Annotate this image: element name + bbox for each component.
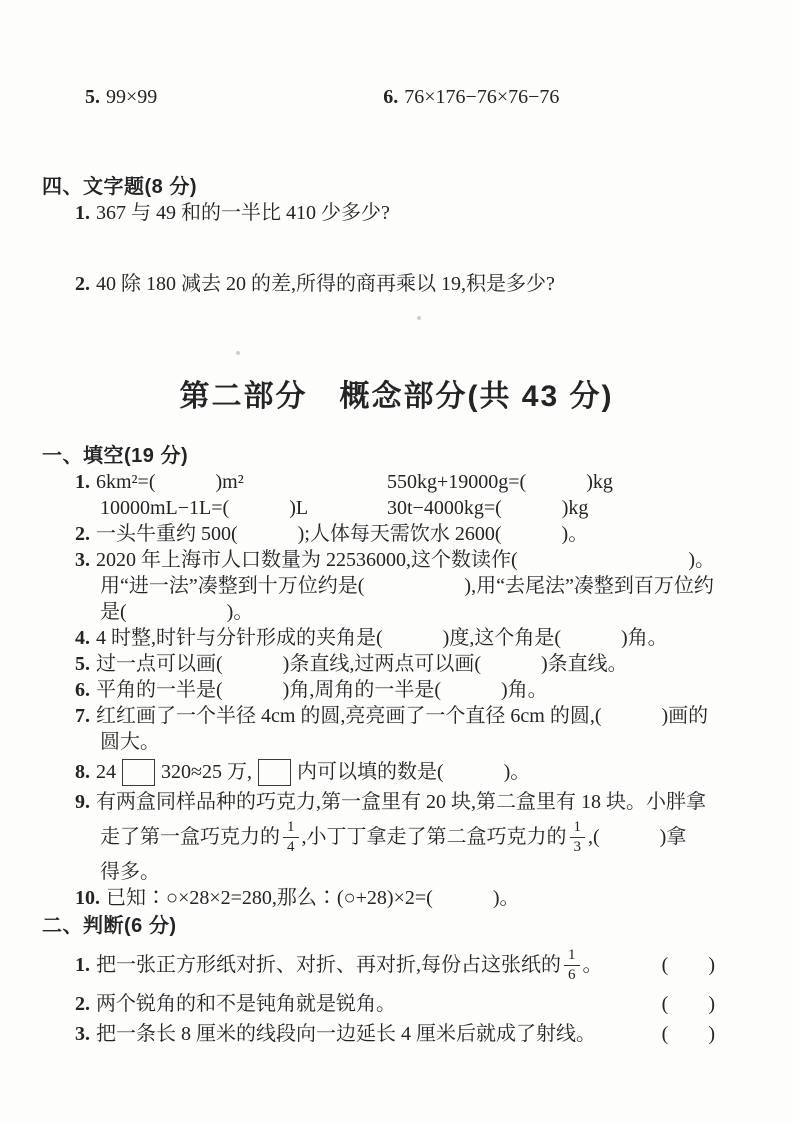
blank-square-box <box>258 759 291 786</box>
judge-q2-statement <box>75 991 396 1017</box>
question-text: ,( )拿 <box>588 826 687 848</box>
scan-speck <box>236 351 240 355</box>
section-heading-judge: 二、判断(6 分) <box>42 915 177 937</box>
fraction-denominator: 3 <box>570 837 586 855</box>
question-number: 2. <box>75 273 90 295</box>
calc-expression: 99×99 <box>106 86 158 108</box>
fill-q1-line2 <box>100 495 780 521</box>
question-number: 5. <box>75 653 90 675</box>
section-heading-fill-in: 一、填空(19 分) <box>42 445 189 467</box>
question-text: 367 与 49 和的一半比 410 少多少? <box>96 202 390 224</box>
question-number: 2. <box>75 523 90 545</box>
calc-problem-5 <box>85 84 157 110</box>
fill-q10 <box>75 885 725 911</box>
question-number: 3. <box>75 1023 90 1045</box>
unit-conversion-blank: 550kg+19000g=( )kg <box>387 471 613 493</box>
question-text: 用“进一法”凑整到十万位约是( ),用“去尾法”凑整到百万位约 <box>100 575 714 597</box>
question-number: 8. <box>75 761 90 783</box>
fill-q1-line2-left <box>100 495 387 521</box>
fill-q3-line1 <box>75 547 715 573</box>
fill-q6 <box>75 677 725 703</box>
word-problem-1 <box>75 200 725 226</box>
question-text: 走了第一盒巧克力的 <box>100 826 280 848</box>
fraction-one-sixth <box>564 948 580 983</box>
fraction-one-quarter <box>283 820 299 855</box>
question-number: 7. <box>75 705 90 727</box>
unit-conversion-blank: 6km²=( )m² <box>96 471 244 493</box>
question-text: 把一张正方形纸对折、对折、再对折,每份占这张纸的 <box>96 954 561 976</box>
question-text: 40 除 180 减去 20 的差,所得的商再乘以 19,积是多少? <box>96 273 555 295</box>
unit-conversion-blank: 30t−4000kg=( )kg <box>387 497 589 519</box>
question-text: ,小丁丁拿走了第二盒巧克力的 <box>301 826 567 848</box>
calc-problem-6 <box>383 84 559 110</box>
question-number: 1. <box>75 954 90 976</box>
fill-q9-line1 <box>75 789 725 815</box>
question-text: 有两盒同样品种的巧克力,第一盒里有 20 块,第二盒里有 18 块。小胖拿 <box>96 791 706 813</box>
question-number: 1. <box>75 471 90 493</box>
question-number: 5. <box>85 86 100 108</box>
question-text: 2020 年上海市人口数量为 22536000,这个数读作( <box>96 549 518 571</box>
question-text: 内可以填的数是( )。 <box>296 761 531 783</box>
fill-q2 <box>75 521 725 547</box>
fraction-denominator: 4 <box>283 837 299 855</box>
question-number: 6. <box>383 86 399 108</box>
question-number: 3. <box>75 549 90 571</box>
question-text: 一头牛重约 500( );人体每天需饮水 2600( )。 <box>96 523 589 545</box>
answer-parentheses: ( ) <box>661 954 715 976</box>
question-text: 把一条长 8 厘米的线段向一边延长 4 厘米后就成了射线。 <box>96 1023 596 1045</box>
fill-q1-line1 <box>75 469 755 495</box>
question-text: 红红画了一个半径 4cm 的圆,亮亮画了一个直径 6cm 的圆,( )画的 <box>96 705 709 727</box>
judge-q1-statement <box>75 943 603 987</box>
fill-q1-line1-right <box>387 469 613 495</box>
fill-q5 <box>75 651 725 677</box>
question-text: 得多。 <box>100 861 160 883</box>
question-number: 10. <box>75 887 100 909</box>
question-text: 已知∶○×28×2=280,那么∶(○+28)×2=( )。 <box>106 887 520 909</box>
judge-q3-statement <box>75 1021 596 1047</box>
question-number: 4. <box>75 627 90 649</box>
fill-q3-line3 <box>100 599 750 625</box>
question-text: 是( )。 <box>100 601 254 623</box>
fill-q7-line2 <box>100 729 750 755</box>
fill-q9-line2 <box>100 815 750 859</box>
question-text: 24 <box>96 761 116 783</box>
calc-expression: 76×176−76×76−76 <box>404 86 560 108</box>
fill-q1-line2-right <box>387 495 588 521</box>
unit-conversion-blank: 10000mL−1L=( )L <box>100 497 309 519</box>
question-text: 320≈25 万, <box>161 761 252 783</box>
answer-parentheses: ( ) <box>661 993 715 1015</box>
fill-q3-line2 <box>100 573 750 599</box>
fraction-numerator: 1 <box>568 946 576 963</box>
answer-parentheses: ( ) <box>661 1023 715 1045</box>
scan-speck <box>417 316 421 320</box>
blank-close-paren: )。 <box>688 549 715 571</box>
fill-q7-line1 <box>75 703 725 729</box>
fill-q9-line3 <box>100 859 750 885</box>
question-number: 2. <box>75 993 90 1015</box>
judge-q1 <box>75 943 715 987</box>
question-number: 6. <box>75 679 90 701</box>
judge-q2 <box>75 991 715 1017</box>
question-text: 平角的一半是( )角,周角的一半是( )角。 <box>96 679 548 701</box>
fraction-numerator: 1 <box>287 818 295 835</box>
question-text: 两个锐角的和不是钝角就是锐角。 <box>96 993 396 1015</box>
question-number: 9. <box>75 791 90 813</box>
question-text: 。 <box>582 954 603 976</box>
fill-q1-line1-left <box>75 469 387 495</box>
word-problem-2 <box>75 271 725 297</box>
blank-square-box <box>122 759 155 786</box>
question-number: 1. <box>75 202 90 224</box>
fraction-one-third <box>570 820 586 855</box>
question-text: 圆大。 <box>100 731 160 753</box>
calculation-row <box>0 0 793 110</box>
part-two-title: 第二部分 概念部分(共 43 分) <box>179 380 614 413</box>
fraction-denominator: 6 <box>564 965 580 983</box>
question-start <box>75 547 518 573</box>
fill-q4 <box>75 625 725 651</box>
fraction-numerator: 1 <box>573 818 581 835</box>
fill-q8 <box>75 755 725 789</box>
section-heading-word-problems: 四、文字题(8 分) <box>42 176 197 198</box>
judge-q3 <box>75 1021 715 1047</box>
question-text: 4 时整,时针与分针形成的夹角是( )度,这个角是( )角。 <box>96 627 668 649</box>
question-text: 过一点可以画( )条直线,过两点可以画( )条直线。 <box>96 653 628 675</box>
